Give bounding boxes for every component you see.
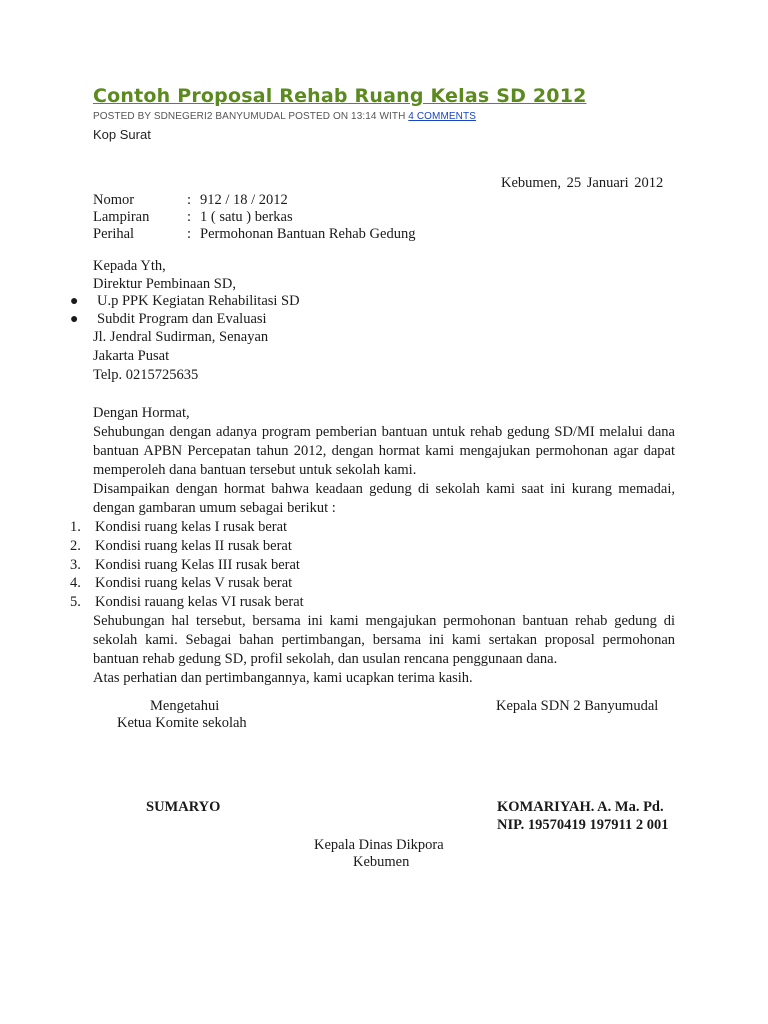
post-meta — [93, 111, 476, 122]
list-number: 5. — [70, 594, 81, 610]
list-item: Kondisi ruang kelas I rusak berat — [95, 519, 288, 535]
field-label-lampiran: Lampiran — [93, 209, 150, 225]
recipient-address: Jl. Jendral Sudirman, Senayan — [93, 329, 269, 345]
recipient-bullet-item: Subdit Program dan Evaluasi — [97, 311, 267, 327]
letter-date: Kebumen, 25 Januari 2012 — [501, 175, 664, 191]
signature-right-nip: NIP. 19570419 197911 2 001 — [497, 817, 669, 833]
closing-line: Atas perhatian dan pertimbangannya, kami ucapkan terima kasih. — [93, 670, 473, 686]
field-value-lampiran: 1 ( satu ) berkas — [200, 209, 293, 225]
bullet-icon: ● — [70, 312, 79, 327]
field-colon: : — [187, 192, 192, 208]
list-number: 1. — [70, 519, 81, 535]
field-colon: : — [187, 226, 192, 242]
signature-left-name: SUMARYO — [146, 799, 221, 815]
letterhead-placeholder: Kop Surat — [93, 127, 151, 142]
recipient-city: Jakarta Pusat — [93, 348, 170, 364]
body-paragraph-3: Sehubungan hal tersebut, bersama ini kami mengajukan permohonan bantuan rehab gedung di sekolah kami. Sebagai bahan pertimbangan, bersama ini kami sertakan proposal permohonan bantuan rehab gedung SD, profil sekolah, dan usulan rencana penggunaan dana. — [93, 613, 675, 667]
signature-right-name: KOMARIYAH. A. Ma. Pd. — [497, 799, 664, 815]
field-colon: : — [187, 209, 192, 225]
list-item: Kondisi ruang Kelas III rusak berat — [95, 557, 300, 573]
body-paragraph-1: Sehubungan dengan adanya program pemberian bantuan untuk rehab gedung SD/MI melalui dana bantuan APBN Percepatan tahun 2012, dengan hormat kami mengajukan permohonan agar dapat memperoleh dana bantuan tersebut untuk sekolah kami. — [93, 424, 675, 478]
signature-center-role: Kepala Dinas Dikpora — [314, 837, 444, 853]
post-title[interactable]: Contoh Proposal Rehab Ruang Kelas SD 2012 — [93, 85, 587, 107]
comments-link[interactable]: 4 COMMENTS — [408, 111, 476, 122]
list-number: 3. — [70, 557, 81, 573]
signature-right-role: Kepala SDN 2 Banyumudal — [496, 698, 659, 714]
recipient-bullet-item: U.p PPK Kegiatan Rehabilitasi SD — [97, 293, 300, 309]
recipient-org: Direktur Pembinaan SD, — [93, 276, 236, 292]
field-value-perihal: Permohonan Bantuan Rehab Gedung — [200, 226, 416, 242]
field-label-nomor: Nomor — [93, 192, 135, 208]
list-item: Kondisi ruang kelas V rusak berat — [95, 575, 293, 591]
recipient-greeting: Kepada Yth, — [93, 258, 166, 274]
list-item: Kondisi rauang kelas VI rusak berat — [95, 594, 304, 610]
salutation: Dengan Hormat, — [93, 405, 190, 421]
body-paragraph-2: Disampaikan dengan hormat bahwa keadaan gedung di sekolah kami saat ini kurang memadai, dengan gambaran umum sebagai berikut : — [93, 481, 675, 516]
signature-left-caption: Mengetahui — [150, 698, 220, 714]
signature-center-place: Kebumen — [353, 854, 410, 870]
recipient-phone: Telp. 0215725635 — [93, 367, 199, 383]
field-label-perihal: Perihal — [93, 226, 135, 242]
bullet-icon: ● — [70, 294, 79, 309]
signature-left-role: Ketua Komite sekolah — [117, 715, 247, 731]
post-meta-text: POSTED BY SDNEGERI2 BANYUMUDAL POSTED ON 13:14 WITH — [93, 111, 406, 122]
list-number: 2. — [70, 538, 81, 554]
field-value-nomor: 912 / 18 / 2012 — [200, 192, 288, 208]
list-number: 4. — [70, 575, 81, 591]
list-item: Kondisi ruang kelas II rusak berat — [95, 538, 292, 554]
